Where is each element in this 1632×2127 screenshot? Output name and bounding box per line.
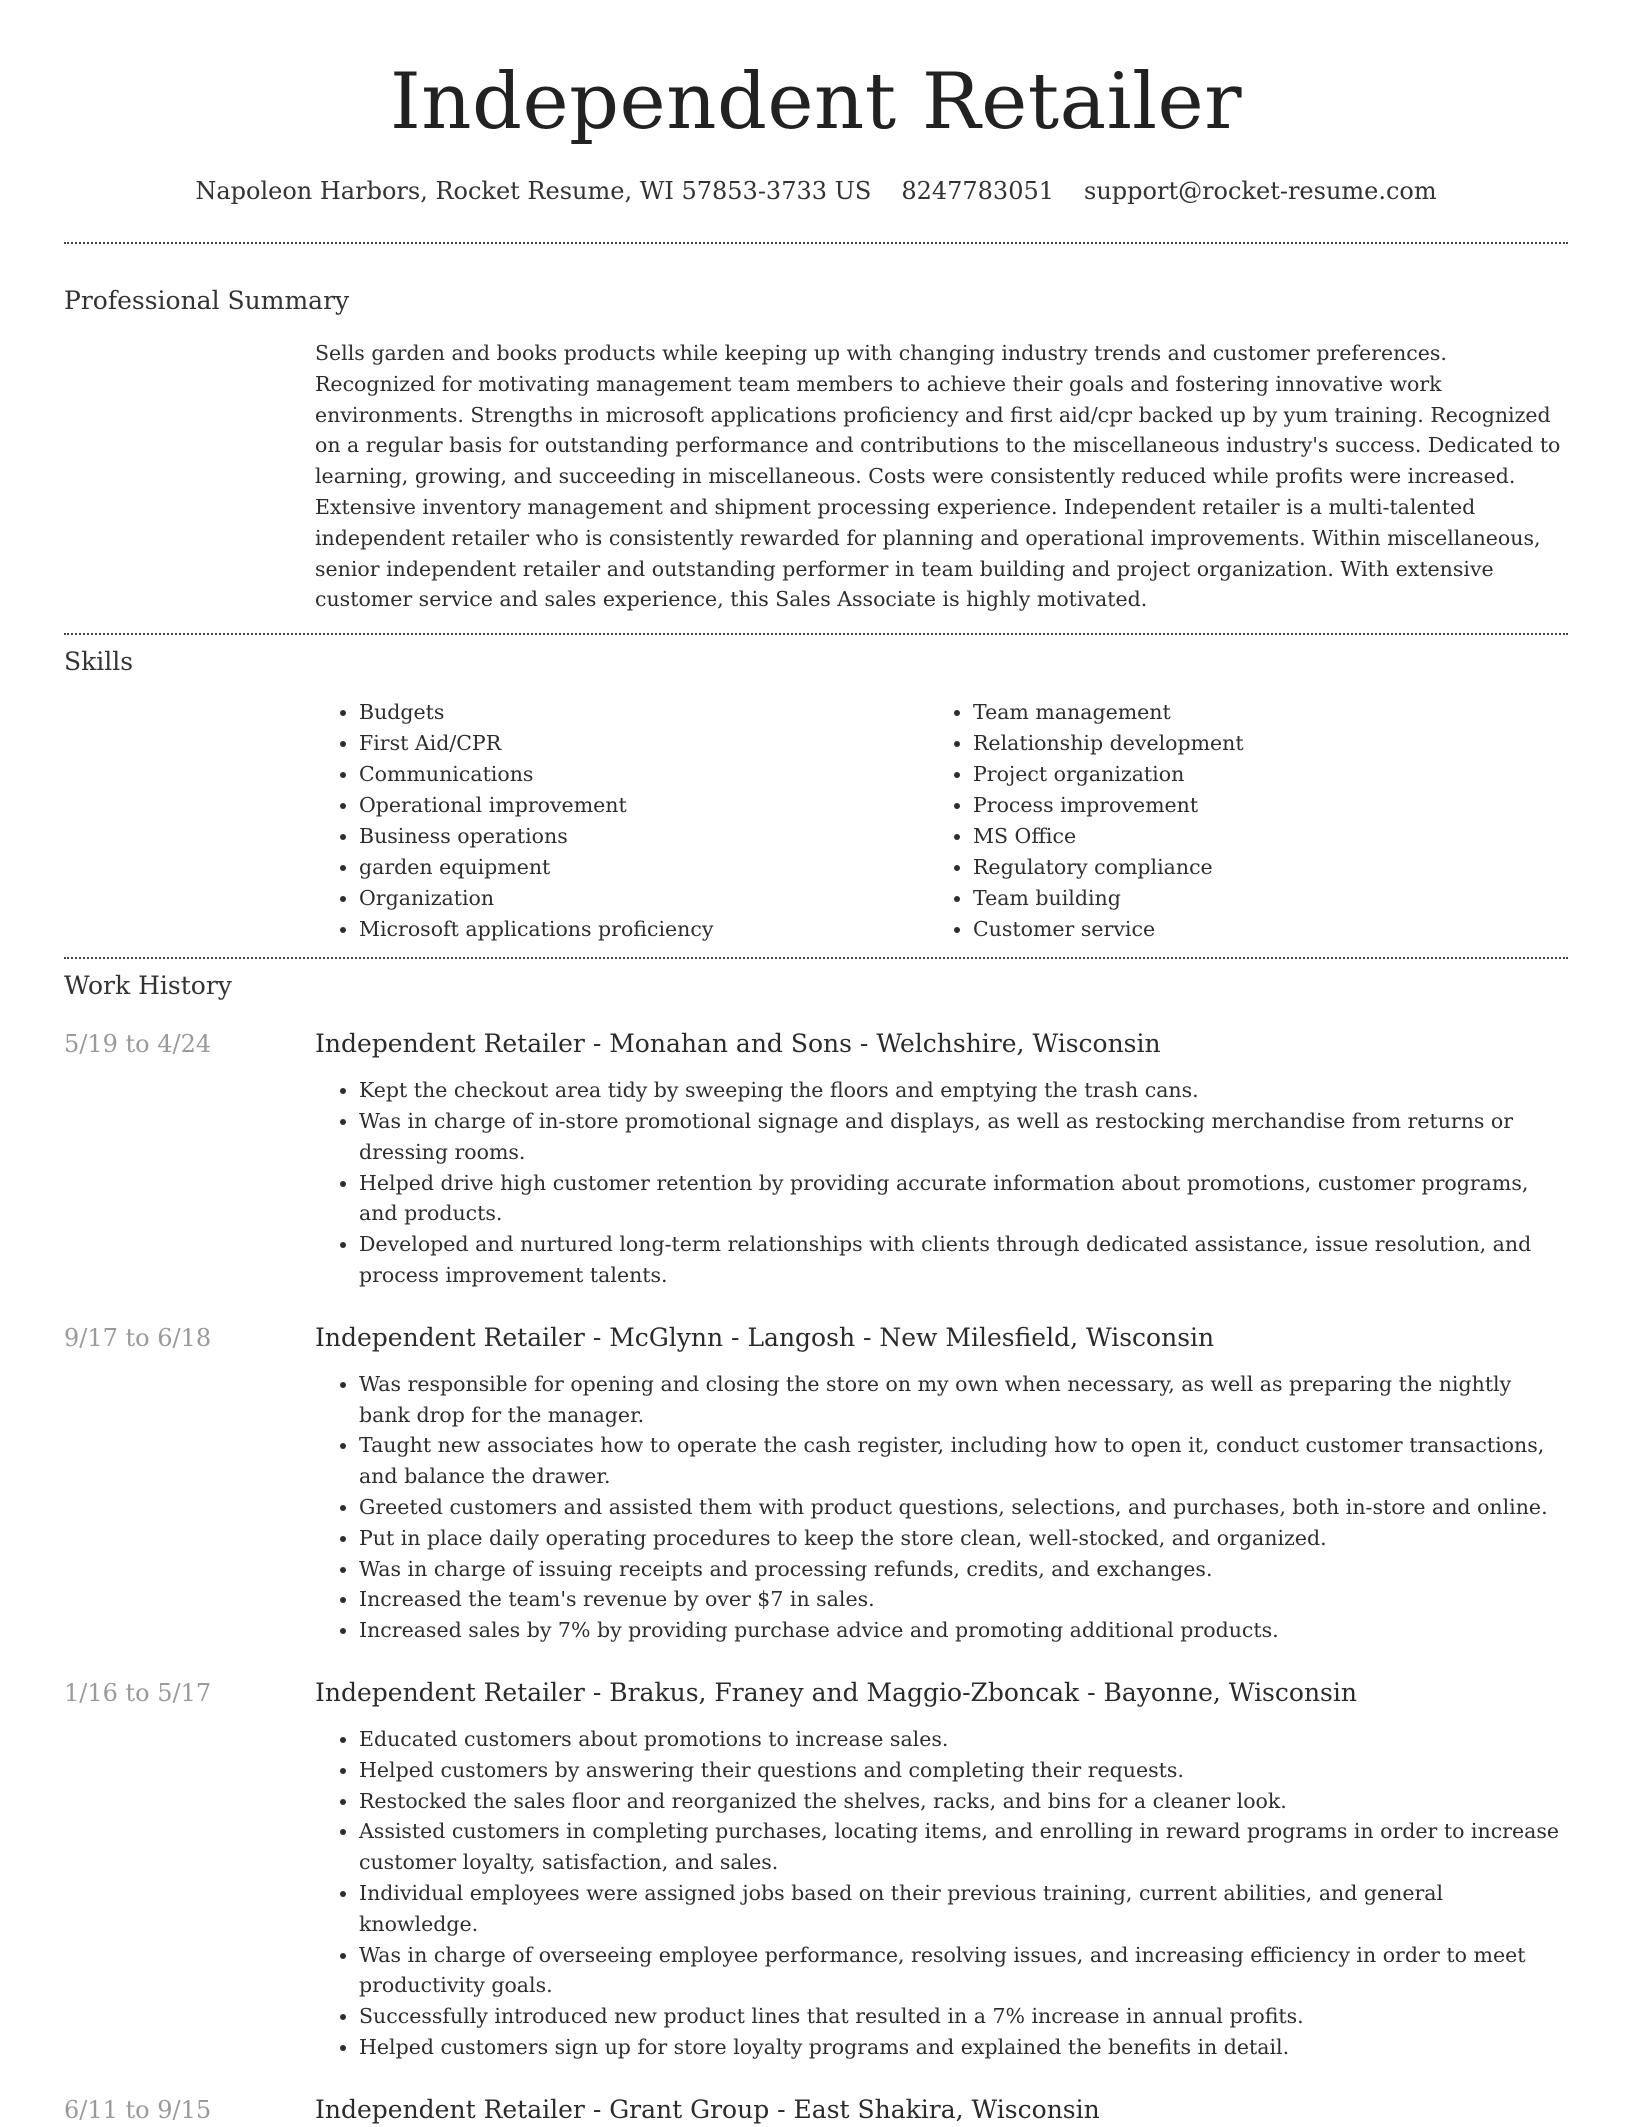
job-bullet: • Put in place daily operating procedures to keep the store clean, well-stocked, and organized.: [359, 1523, 1568, 1554]
job-entry: [64, 2093, 1568, 2127]
job-bullet: • Helped customers by answering their questions and completing their requests.: [359, 1755, 1568, 1786]
skill-item: • garden equipment: [359, 852, 929, 883]
job-bullet: • Restocked the sales floor and reorganized the shelves, racks, and bins for a cleaner look.: [359, 1786, 1568, 1817]
resume-page: [64, 0, 1568, 2127]
skill-item: • Project organization: [973, 759, 1543, 790]
job-dates: 5/19 to 4/24: [64, 1030, 212, 1059]
job-bullet: • Increased sales by 7% by providing purchase advice and promoting additional products.: [359, 1615, 1568, 1646]
job-bullet: • Individual employees were assigned jobs based on their previous training, current abilities, and general knowledge.: [359, 1878, 1568, 1940]
skill-item: • Process improvement: [973, 790, 1543, 821]
job-bullet: • Was responsible for opening and closing the store on my own when necessary, as well as preparing the nightly bank drop for the manager.: [359, 1369, 1568, 1431]
job-bullet: • Assisted customers in completing purchases, locating items, and enrolling in reward programs in order to increase customer loyalty, satisfaction, and sales.: [359, 1816, 1568, 1878]
job-bullet: • Successfully introduced new product lines that resulted in a 7% increase in annual profits.: [359, 2001, 1568, 2032]
job-bullet: • Was in charge of overseeing employee performance, resolving issues, and increasing efficiency in order to meet productivity goals.: [359, 1940, 1568, 2002]
job-dates: 1/16 to 5/17: [64, 1678, 212, 1707]
job-bullet: • Helped customers sign up for store loyalty programs and explained the benefits in detail.: [359, 2032, 1568, 2063]
job-entry: [64, 1321, 1568, 1646]
job-bullet: • Educated customers about promotions to increase sales.: [359, 1724, 1568, 1755]
divider: [64, 242, 1568, 244]
skill-item: • Operational improvement: [359, 790, 929, 821]
job-bullets: [315, 1075, 1568, 1291]
skill-item: • MS Office: [973, 821, 1543, 852]
job-bullet: • Developed and nurtured long-term relationships with clients through dedicated assistance, issue resolution, and process improvement talents.: [359, 1229, 1568, 1291]
job-heading: Independent Retailer - Grant Group - East Shakira, Wisconsin: [315, 2094, 1100, 2124]
contact-phone: 8247783051: [901, 177, 1055, 205]
skills-list: [315, 697, 1568, 945]
job-dates: 6/11 to 9/15: [64, 2095, 212, 2124]
skill-item: • Business operations: [359, 821, 929, 852]
job-bullets: [315, 1724, 1568, 2063]
job-bullet: • Kept the checkout area tidy by sweeping the floors and emptying the trash cans.: [359, 1075, 1568, 1106]
job-bullets: [315, 1369, 1568, 1646]
job-bullet: • Was in charge of issuing receipts and processing refunds, credits, and exchanges.: [359, 1554, 1568, 1585]
contact-line: [64, 174, 1568, 208]
job-bullet: • Taught new associates how to operate the cash register, including how to open it, conduct customer transactions, and balance the drawer.: [359, 1430, 1568, 1492]
skill-item: • Organization: [359, 883, 929, 914]
job-bullet: • Increased the team's revenue by over $7 in sales.: [359, 1584, 1568, 1615]
job-heading: Independent Retailer - McGlynn - Langosh - New Milesfield, Wisconsin: [315, 1322, 1215, 1352]
divider: [64, 633, 1568, 635]
contact-address: Napoleon Harbors, Rocket Resume, WI 57853-3733 US: [195, 177, 872, 205]
job-bullet: • Helped drive high customer retention by providing accurate information about promotions, customer programs, and products.: [359, 1168, 1568, 1230]
skills-column-right: [929, 697, 1543, 945]
job-bullet: • Was in charge of in-store promotional signage and displays, as well as restocking merchandise from returns or dressing rooms.: [359, 1106, 1568, 1168]
job-heading: Independent Retailer - Monahan and Sons - Welchshire, Wisconsin: [315, 1029, 1161, 1059]
job-dates: 9/17 to 6/18: [64, 1323, 212, 1352]
contact-email[interactable]: support@rocket-resume.com: [1084, 177, 1437, 205]
skill-item: • Team building: [973, 883, 1543, 914]
skill-item: • Budgets: [359, 697, 929, 728]
skill-item: • First Aid/CPR: [359, 728, 929, 759]
summary-heading: Professional Summary: [64, 286, 350, 315]
skills-heading: Skills: [64, 647, 134, 677]
work-history-heading: Work History: [64, 971, 232, 1001]
job-heading: Independent Retailer - Brakus, Franey and Maggio-Zboncak - Bayonne, Wisconsin: [315, 1677, 1357, 1707]
divider: [64, 957, 1568, 959]
summary-text: Sells garden and books products while keeping up with changing industry trends and customer preferences. Recognized for motivating management team members to achieve their goals and fostering innovative work environments. Strengths in microsoft applications proficiency and first aid/cpr backed up by yum training. Recognized on a regular basis for outstanding performance and contributions to the miscellaneous industry's success. Dedicated to learning, growing, and succeeding in miscellaneous. Costs were consistently reduced while profits were increased. Extensive inventory management and shipment processing experience. Independent retailer is a multi-talented independent retailer who is consistently rewarded for planning and operational improvements. Within miscellaneous, senior independent retailer and outstanding performer in team building and project organization. With extensive customer service and sales experience, this Sales Associate is highly motivated.: [315, 341, 1561, 612]
skill-item: • Customer service: [973, 914, 1543, 945]
skills-column-left: [315, 697, 929, 945]
skill-item: • Relationship development: [973, 728, 1543, 759]
job-bullet: • Greeted customers and assisted them with product questions, selections, and purchases, both in-store and online.: [359, 1492, 1568, 1523]
skill-item: • Regulatory compliance: [973, 852, 1543, 883]
work-history-list: [64, 1027, 1568, 2127]
resume-title: Independent Retailer: [389, 57, 1242, 147]
skill-item: • Team management: [973, 697, 1543, 728]
job-entry: [64, 1676, 1568, 2063]
skill-item: • Microsoft applications proficiency: [359, 914, 929, 945]
job-entry: [64, 1027, 1568, 1291]
skill-item: • Communications: [359, 759, 929, 790]
